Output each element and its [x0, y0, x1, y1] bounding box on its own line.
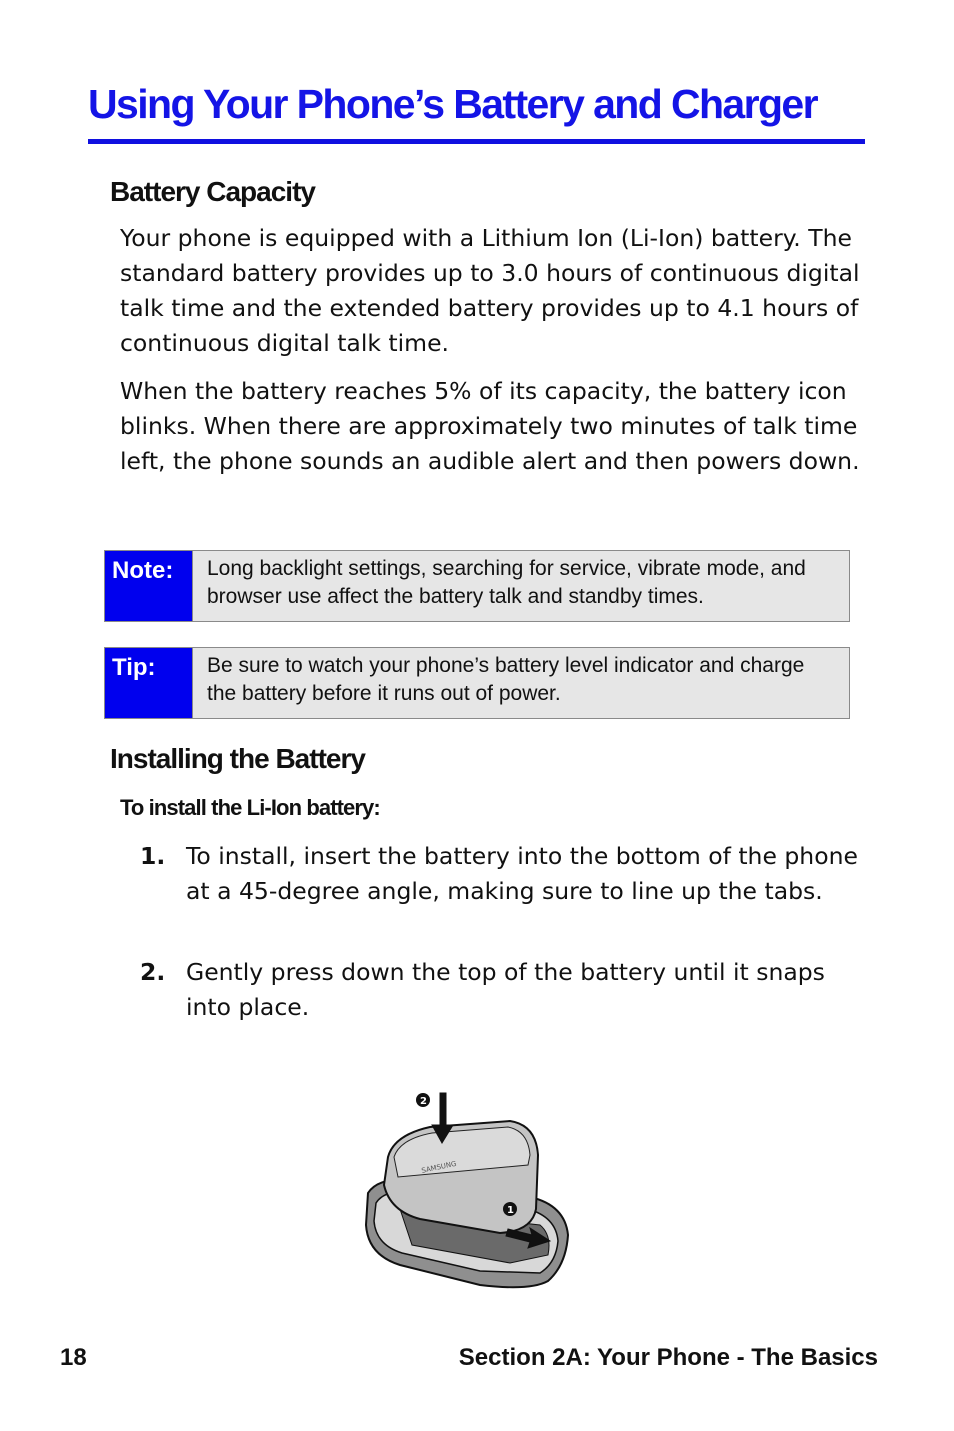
battery-capacity-paragraph-1: Your phone is equipped with a Lithium Ion (Li-Ion) battery. The standard battery provides up to 3.0 hours of continuous digital talk time and the extended battery provides up to 4.1 hours of continuous digital talk time.	[120, 224, 860, 357]
battery-brand-text: SAMSUNG	[420, 1159, 458, 1175]
note-box	[104, 550, 850, 622]
marker-1-label: 1	[507, 1205, 514, 1216]
battery-installation-illustration	[360, 1085, 575, 1295]
page-number: 18	[60, 1344, 87, 1371]
page-title: Using Your Phone’s Battery and Charger	[88, 81, 817, 127]
tip-text: Be sure to watch your phone’s battery level indicator and charge the battery before it runs out of power.	[207, 654, 805, 705]
battery-capacity-heading: Battery Capacity	[110, 176, 315, 207]
step-item	[140, 839, 870, 909]
marker-2-label: 2	[420, 1096, 427, 1107]
tip-box	[104, 647, 850, 719]
install-procedure-subheading: To install the Li-Ion battery:	[120, 795, 380, 820]
note-label: Note:	[105, 551, 193, 621]
note-text: Long backlight settings, searching for service, vibrate mode, and browser use affect the battery talk and standby times.	[207, 557, 806, 608]
step-number: 1.	[140, 842, 166, 870]
installing-heading: Installing the Battery	[110, 743, 365, 774]
step-item	[140, 955, 870, 1025]
step-number: 2.	[140, 958, 166, 986]
step-text: To install, insert the battery into the bottom of the phone at a 45-degree angle, making sure to line up the tabs.	[186, 842, 858, 905]
title-underline	[88, 139, 865, 144]
step-text: Gently press down the top of the battery until it snaps into place.	[186, 958, 825, 1021]
battery-capacity-paragraph-2: When the battery reaches 5% of its capacity, the battery icon blinks. When there are approximately two minutes of talk time left, the phone sounds an audible alert and then powers down.	[120, 377, 860, 475]
section-footer: Section 2A: Your Phone - The Basics	[458, 1344, 878, 1371]
tip-label: Tip:	[105, 648, 193, 718]
